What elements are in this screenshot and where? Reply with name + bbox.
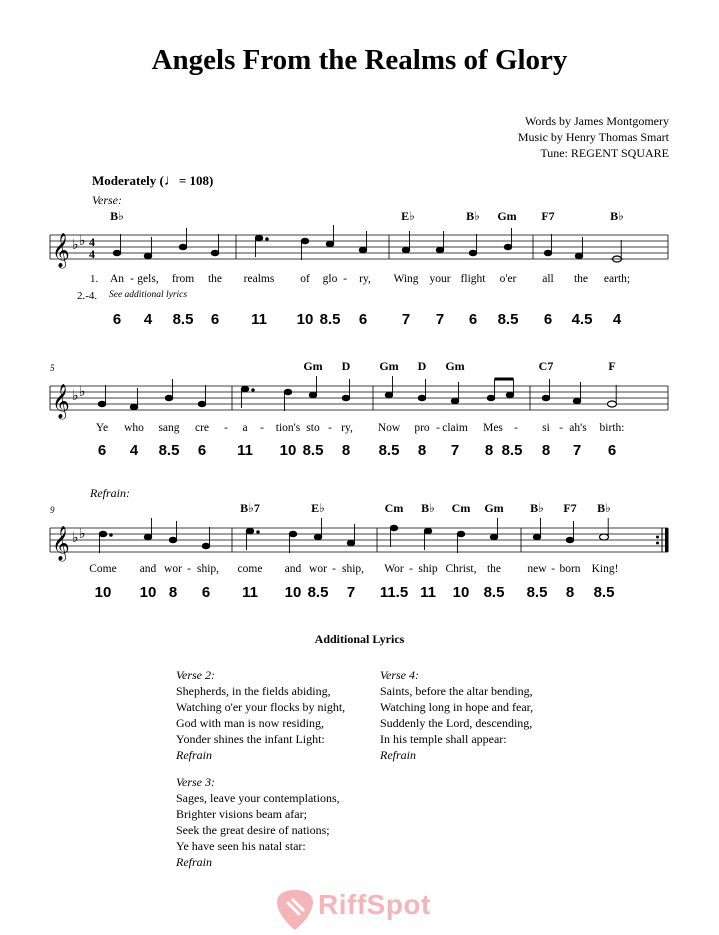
lyric: come [237, 563, 263, 575]
lyric: Mes [483, 422, 503, 434]
lyric-line: Saints, before the altar bending, [380, 684, 533, 698]
lyric: wor [164, 563, 182, 575]
lyric-line: Suddenly the Lord, descending, [380, 716, 533, 730]
lyric: from [171, 273, 195, 285]
tab-number: 7 [346, 584, 356, 601]
credits [518, 113, 669, 161]
tab-number: 6 [607, 442, 617, 459]
lyric: Now [377, 422, 401, 434]
staff-system-1 [0, 230, 719, 270]
tab-number: 7 [572, 442, 582, 459]
lyric: ship, [196, 563, 220, 575]
lyric-line: Yonder shines the infant Light: [176, 732, 325, 746]
chord: B♭7 [240, 501, 260, 515]
chord: Gm [379, 359, 399, 373]
lyric: claim [442, 422, 468, 434]
verse-label: Verse 4: [380, 668, 419, 682]
tab-number: 8 [417, 442, 427, 459]
lyric: your [429, 273, 451, 285]
song-title: Angels From the Realms of Glory [151, 44, 568, 76]
quarter-note-icon: ♩ [163, 173, 179, 189]
chord: F7 [541, 209, 555, 223]
lyric: and [139, 563, 157, 575]
verse-block-3 [176, 774, 340, 870]
additional-lyrics-heading: Additional Lyrics [314, 632, 405, 646]
tempo-label: Moderately [92, 173, 157, 188]
chord: D [417, 359, 427, 373]
lyric: tion's [275, 422, 301, 434]
riffspot-logo: RiffSpot [318, 889, 431, 920]
refrain-label: Refrain [176, 748, 212, 762]
lyric: ship [418, 563, 438, 575]
tab-number: 8.5 [483, 584, 505, 601]
measure-number: 5 [50, 363, 55, 373]
lyric: An [109, 273, 125, 285]
tune-credit: Tune: REGENT SQUARE [540, 146, 669, 160]
tab-number: 6 [358, 311, 368, 328]
lyric: - [130, 273, 134, 285]
lyric: ry, [359, 273, 371, 285]
lyric-line: Brighter visions beam afar; [176, 807, 307, 821]
chord: E♭ [311, 501, 325, 515]
lyric: sto [306, 422, 320, 434]
flat-icon: ♭ [72, 388, 79, 404]
tab-number: 8.5 [158, 442, 180, 459]
tempo-value: = 108 [178, 173, 210, 188]
section-refrain: Refrain: [90, 486, 130, 500]
lyric: - [343, 273, 347, 285]
lyric: the [486, 563, 502, 575]
tab-number: 8.5 [319, 311, 341, 328]
lyric: Christ, [445, 563, 477, 575]
tab-number: 4.5 [571, 311, 593, 328]
words-credit: Words by James Montgomery [524, 114, 669, 128]
lyric: cre [194, 422, 210, 434]
chord: C7 [538, 359, 554, 373]
chord: F [608, 359, 616, 373]
lyric: ah's [569, 422, 587, 434]
lyric: - [260, 422, 264, 434]
lyric: - [559, 422, 563, 434]
lyric-line: Seek the great desire of nations; [176, 823, 330, 837]
chord: D [341, 359, 351, 373]
lyric: of [300, 273, 310, 285]
treble-clef-icon: 𝄞 [52, 384, 70, 419]
lyric-line: Watching long in hope and fear, [380, 700, 534, 714]
verse-block-2 [176, 667, 345, 763]
lyric: a [242, 422, 248, 434]
lyric: si [542, 422, 550, 434]
lyric: - [436, 422, 440, 434]
riffspot-pick-icon [275, 885, 315, 935]
tab-number: 8 [168, 584, 178, 601]
lyric: Come [89, 563, 117, 575]
lyric: realms [243, 273, 275, 285]
tab-number: 8.5 [593, 584, 615, 601]
tab-number: 11 [420, 584, 436, 601]
lyric: - [328, 422, 332, 434]
lyric: ry, [341, 422, 353, 434]
tab-number: 6 [97, 442, 107, 459]
flat-icon: ♭ [79, 233, 86, 249]
tab-number: 6 [197, 442, 207, 459]
lyric: Wing [393, 273, 419, 285]
lyric: all [542, 273, 554, 285]
lyric-line: Watching o'er your flocks by night, [176, 700, 346, 714]
tab-number: 6 [201, 584, 211, 601]
lyric: Ye [95, 422, 109, 434]
lyric: gels, [137, 273, 159, 285]
verse-label: Verse 2: [176, 668, 215, 682]
time-signature-top: 4 [89, 235, 95, 249]
repeat-dot-icon [656, 542, 659, 545]
tab-number: 11 [242, 584, 258, 601]
lyric: the [207, 273, 223, 285]
tab-number: 10 [284, 584, 302, 601]
section-verse: Verse: [92, 193, 122, 207]
tab-number: 6 [468, 311, 478, 328]
chord: B♭ [610, 209, 624, 223]
tab-number: 10 [452, 584, 470, 601]
lyric: wor [309, 563, 327, 575]
tab-number: 6 [112, 311, 122, 328]
flat-icon: ♭ [79, 526, 86, 542]
tab-number: 8 [341, 442, 351, 459]
tab-number: 11.5 [379, 584, 409, 601]
tab-number: 10 [94, 584, 112, 601]
chord: Cm [384, 501, 404, 515]
lyric-line: Ye have seen his natal star: [176, 839, 306, 853]
lyric-line: God with man is now residing, [176, 716, 324, 730]
lyric: pro [414, 422, 430, 434]
tab-number: 4 [612, 311, 622, 328]
final-barline-icon [665, 528, 669, 552]
time-signature-bottom: 4 [89, 247, 95, 261]
lyric: earth; [603, 273, 631, 285]
lyric-line: Sages, leave your contemplations, [176, 791, 340, 805]
chord: Gm [497, 209, 517, 223]
measure-number: 9 [50, 505, 55, 515]
tab-number: 8 [565, 584, 575, 601]
lyric: flight [460, 273, 486, 285]
chord: B♭ [110, 209, 124, 223]
verse-number: 1. [90, 273, 99, 285]
lyric: - [409, 563, 413, 575]
lyric-line: In his temple shall appear: [380, 732, 507, 746]
tab-number: 8.5 [526, 584, 548, 601]
lyric: who [124, 422, 144, 434]
lyric: - [187, 563, 191, 575]
lyric: o'er [499, 273, 517, 285]
lyric: - [332, 563, 336, 575]
lyric-line: Shepherds, in the fields abiding, [176, 684, 331, 698]
lyric: ship, [341, 563, 365, 575]
lyric: - [514, 422, 518, 434]
refrain-label: Refrain [176, 855, 212, 869]
lyric: - [224, 422, 228, 434]
treble-clef-icon: 𝄞 [52, 526, 70, 561]
lyric: and [284, 563, 302, 575]
chord: B♭ [597, 501, 611, 515]
chord: B♭ [421, 501, 435, 515]
lyric: Wor [384, 563, 404, 575]
tab-number: 7 [435, 311, 445, 328]
lyric: glo [322, 273, 338, 285]
flat-icon: ♭ [79, 384, 86, 400]
see-additional-lyrics: See additional lyrics [109, 290, 188, 300]
chord: Cm [451, 501, 471, 515]
chord: F7 [563, 501, 577, 515]
tab-number: 8 [541, 442, 551, 459]
tab-number: 8 [484, 442, 494, 459]
verse-block-4 [380, 667, 533, 763]
refrain-label: Refrain [380, 748, 416, 762]
lyric: sang [158, 422, 180, 434]
staff-system-3 [0, 523, 719, 563]
treble-clef-icon: 𝄞 [52, 233, 70, 268]
repeat-dot-icon [656, 536, 659, 539]
chord: B♭ [466, 209, 480, 223]
lyric: the [573, 273, 589, 285]
tab-number: 10 [279, 442, 297, 459]
tab-number: 4 [143, 311, 153, 328]
tab-number: 6 [543, 311, 553, 328]
tab-number: 8.5 [302, 442, 324, 459]
tab-number: 7 [450, 442, 460, 459]
tab-number: 10 [139, 584, 157, 601]
chord: Gm [484, 501, 504, 515]
chord: E♭ [401, 209, 415, 223]
staff-system-2 [0, 381, 719, 421]
lyric: born [559, 563, 581, 575]
tab-number: 6 [210, 311, 220, 328]
verse-label: Verse 3: [176, 775, 215, 789]
lyric: birth: [599, 422, 625, 434]
tab-number: 8.5 [172, 311, 194, 328]
tab-number: 8.5 [307, 584, 329, 601]
tab-number: 8.5 [497, 311, 519, 328]
verse-number: 2.-4. [77, 290, 98, 302]
tab-number: 8.5 [501, 442, 523, 459]
flat-icon: ♭ [72, 530, 79, 546]
chord: B♭ [530, 501, 544, 515]
tab-number: 11 [237, 442, 253, 459]
tab-number: 4 [129, 442, 139, 459]
lyric: King! [591, 563, 619, 575]
chord: Gm [303, 359, 323, 373]
tab-number: 11 [251, 311, 267, 328]
chord: Gm [445, 359, 465, 373]
lyric: - [551, 563, 555, 575]
lyric: new [527, 563, 547, 575]
flat-icon: ♭ [72, 237, 79, 253]
tempo-marking: Moderately (♩= 108) [92, 173, 214, 189]
tab-number: 8.5 [378, 442, 400, 459]
tab-number: 10 [296, 311, 314, 328]
music-credit: Music by Henry Thomas Smart [517, 130, 669, 144]
tab-number: 7 [401, 311, 411, 328]
